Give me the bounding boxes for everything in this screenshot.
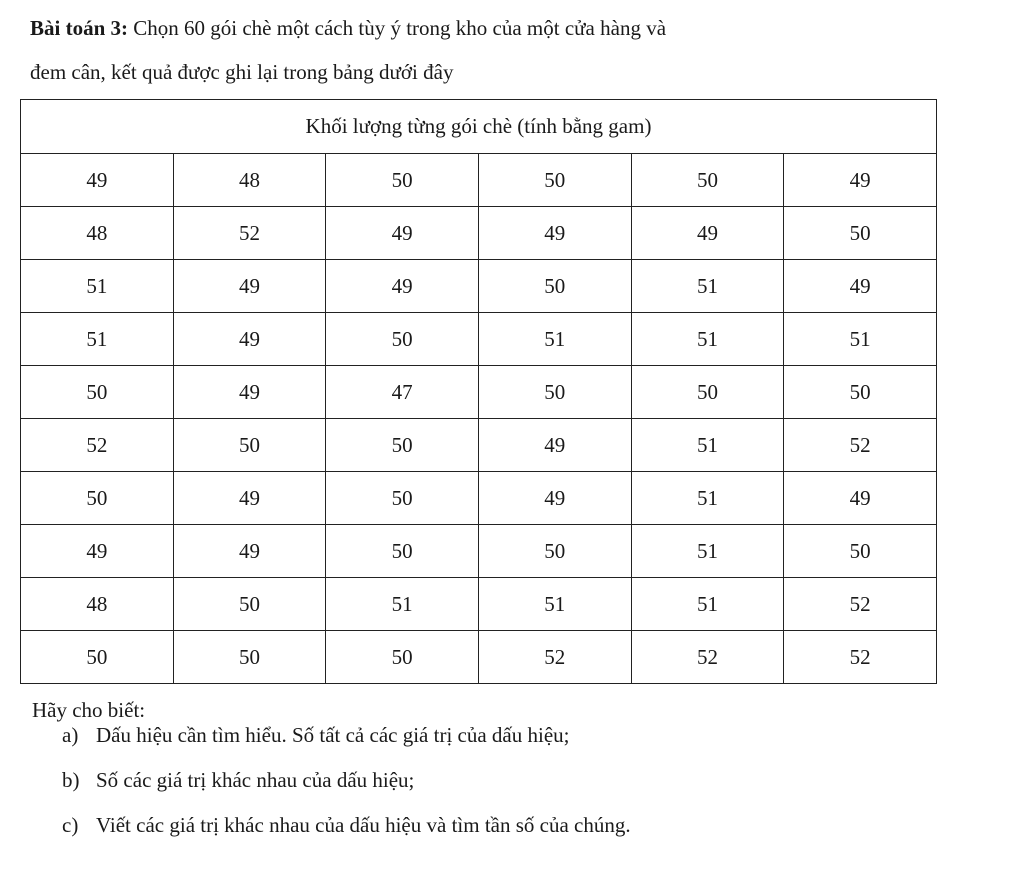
table-cell: 49 — [173, 366, 326, 419]
table-cell: 50 — [21, 631, 174, 684]
table-cell: 50 — [478, 366, 631, 419]
question-item — [62, 713, 631, 758]
problem-statement — [30, 6, 990, 94]
table-cell: 51 — [478, 578, 631, 631]
table-cell: 50 — [631, 154, 784, 207]
table-cell: 49 — [631, 207, 784, 260]
table-cell: 49 — [173, 525, 326, 578]
table-cell: 49 — [173, 313, 326, 366]
table-cell: 50 — [326, 419, 479, 472]
table-cell: 50 — [21, 472, 174, 525]
table-body — [21, 154, 937, 684]
table-cell: 49 — [478, 207, 631, 260]
table-cell: 49 — [784, 472, 937, 525]
table-header-row — [21, 100, 937, 154]
table-cell: 50 — [173, 578, 326, 631]
table-cell: 51 — [631, 313, 784, 366]
table-cell: 50 — [478, 525, 631, 578]
question-item — [62, 758, 631, 803]
table-row — [21, 525, 937, 578]
table-cell: 52 — [631, 631, 784, 684]
table-row — [21, 419, 937, 472]
problem-line-1 — [30, 6, 990, 50]
table-cell: 52 — [21, 419, 174, 472]
table-row — [21, 313, 937, 366]
table-cell: 51 — [478, 313, 631, 366]
question-marker: b) — [62, 768, 80, 792]
problem-text-1: Chọn 60 gói chè một cách tùy ý trong kho của một cửa hàng và — [128, 16, 667, 40]
table-cell: 51 — [631, 260, 784, 313]
question-text: Số các giá trị khác nhau của dấu hiệu; — [96, 768, 415, 792]
table-cell: 50 — [326, 154, 479, 207]
question-marker: c) — [62, 813, 79, 837]
table-cell: 52 — [478, 631, 631, 684]
table-row — [21, 154, 937, 207]
problem-text-2: đem cân, kết quả được ghi lại trong bảng dưới đây — [30, 60, 454, 84]
table-cell: 47 — [326, 366, 479, 419]
table-row — [21, 366, 937, 419]
table-cell: 49 — [326, 260, 479, 313]
prompt-text: Hãy cho biết: — [32, 698, 146, 722]
table-cell: 49 — [784, 154, 937, 207]
question-item — [62, 803, 631, 848]
table-row — [21, 260, 937, 313]
table-cell: 50 — [326, 631, 479, 684]
table-cell: 51 — [631, 419, 784, 472]
question-text: Viết các giá trị khác nhau của dấu hiệu và tìm tần số của chúng. — [96, 813, 631, 837]
table-cell: 50 — [326, 525, 479, 578]
table-cell: 50 — [784, 207, 937, 260]
table-cell: 50 — [784, 525, 937, 578]
table-cell: 50 — [784, 366, 937, 419]
question-text: Dấu hiệu cần tìm hiểu. Số tất cả các giá trị của dấu hiệu; — [96, 723, 570, 747]
table-cell: 52 — [784, 419, 937, 472]
table-cell: 51 — [631, 525, 784, 578]
table-cell: 50 — [21, 366, 174, 419]
table-cell: 49 — [173, 472, 326, 525]
table-cell: 51 — [784, 313, 937, 366]
table-row — [21, 207, 937, 260]
table-cell: 50 — [631, 366, 784, 419]
table-row — [21, 578, 937, 631]
table-cell: 52 — [173, 207, 326, 260]
table-cell: 49 — [173, 260, 326, 313]
table-cell: 50 — [326, 472, 479, 525]
data-table — [20, 99, 937, 684]
table-cell: 49 — [21, 525, 174, 578]
table-cell: 48 — [21, 578, 174, 631]
table-cell: 51 — [631, 578, 784, 631]
table-row — [21, 631, 937, 684]
table-cell: 51 — [631, 472, 784, 525]
table-header: Khối lượng từng gói chè (tính bằng gam) — [21, 100, 937, 154]
table-cell: 50 — [478, 260, 631, 313]
table-cell: 51 — [21, 260, 174, 313]
table-cell: 49 — [478, 419, 631, 472]
table-cell: 52 — [784, 631, 937, 684]
table-cell: 51 — [21, 313, 174, 366]
table-cell: 48 — [173, 154, 326, 207]
table-cell: 50 — [326, 313, 479, 366]
table-cell: 50 — [173, 631, 326, 684]
question-list — [62, 713, 631, 848]
problem-label: Bài toán 3: — [30, 16, 129, 40]
table-cell: 50 — [478, 154, 631, 207]
table-row — [21, 472, 937, 525]
table-cell: 49 — [478, 472, 631, 525]
table-cell: 52 — [784, 578, 937, 631]
table-cell: 48 — [21, 207, 174, 260]
table-cell: 49 — [784, 260, 937, 313]
table-cell: 49 — [21, 154, 174, 207]
table-cell: 49 — [326, 207, 479, 260]
table-cell: 51 — [326, 578, 479, 631]
table-cell: 50 — [173, 419, 326, 472]
question-marker: a) — [62, 723, 79, 747]
